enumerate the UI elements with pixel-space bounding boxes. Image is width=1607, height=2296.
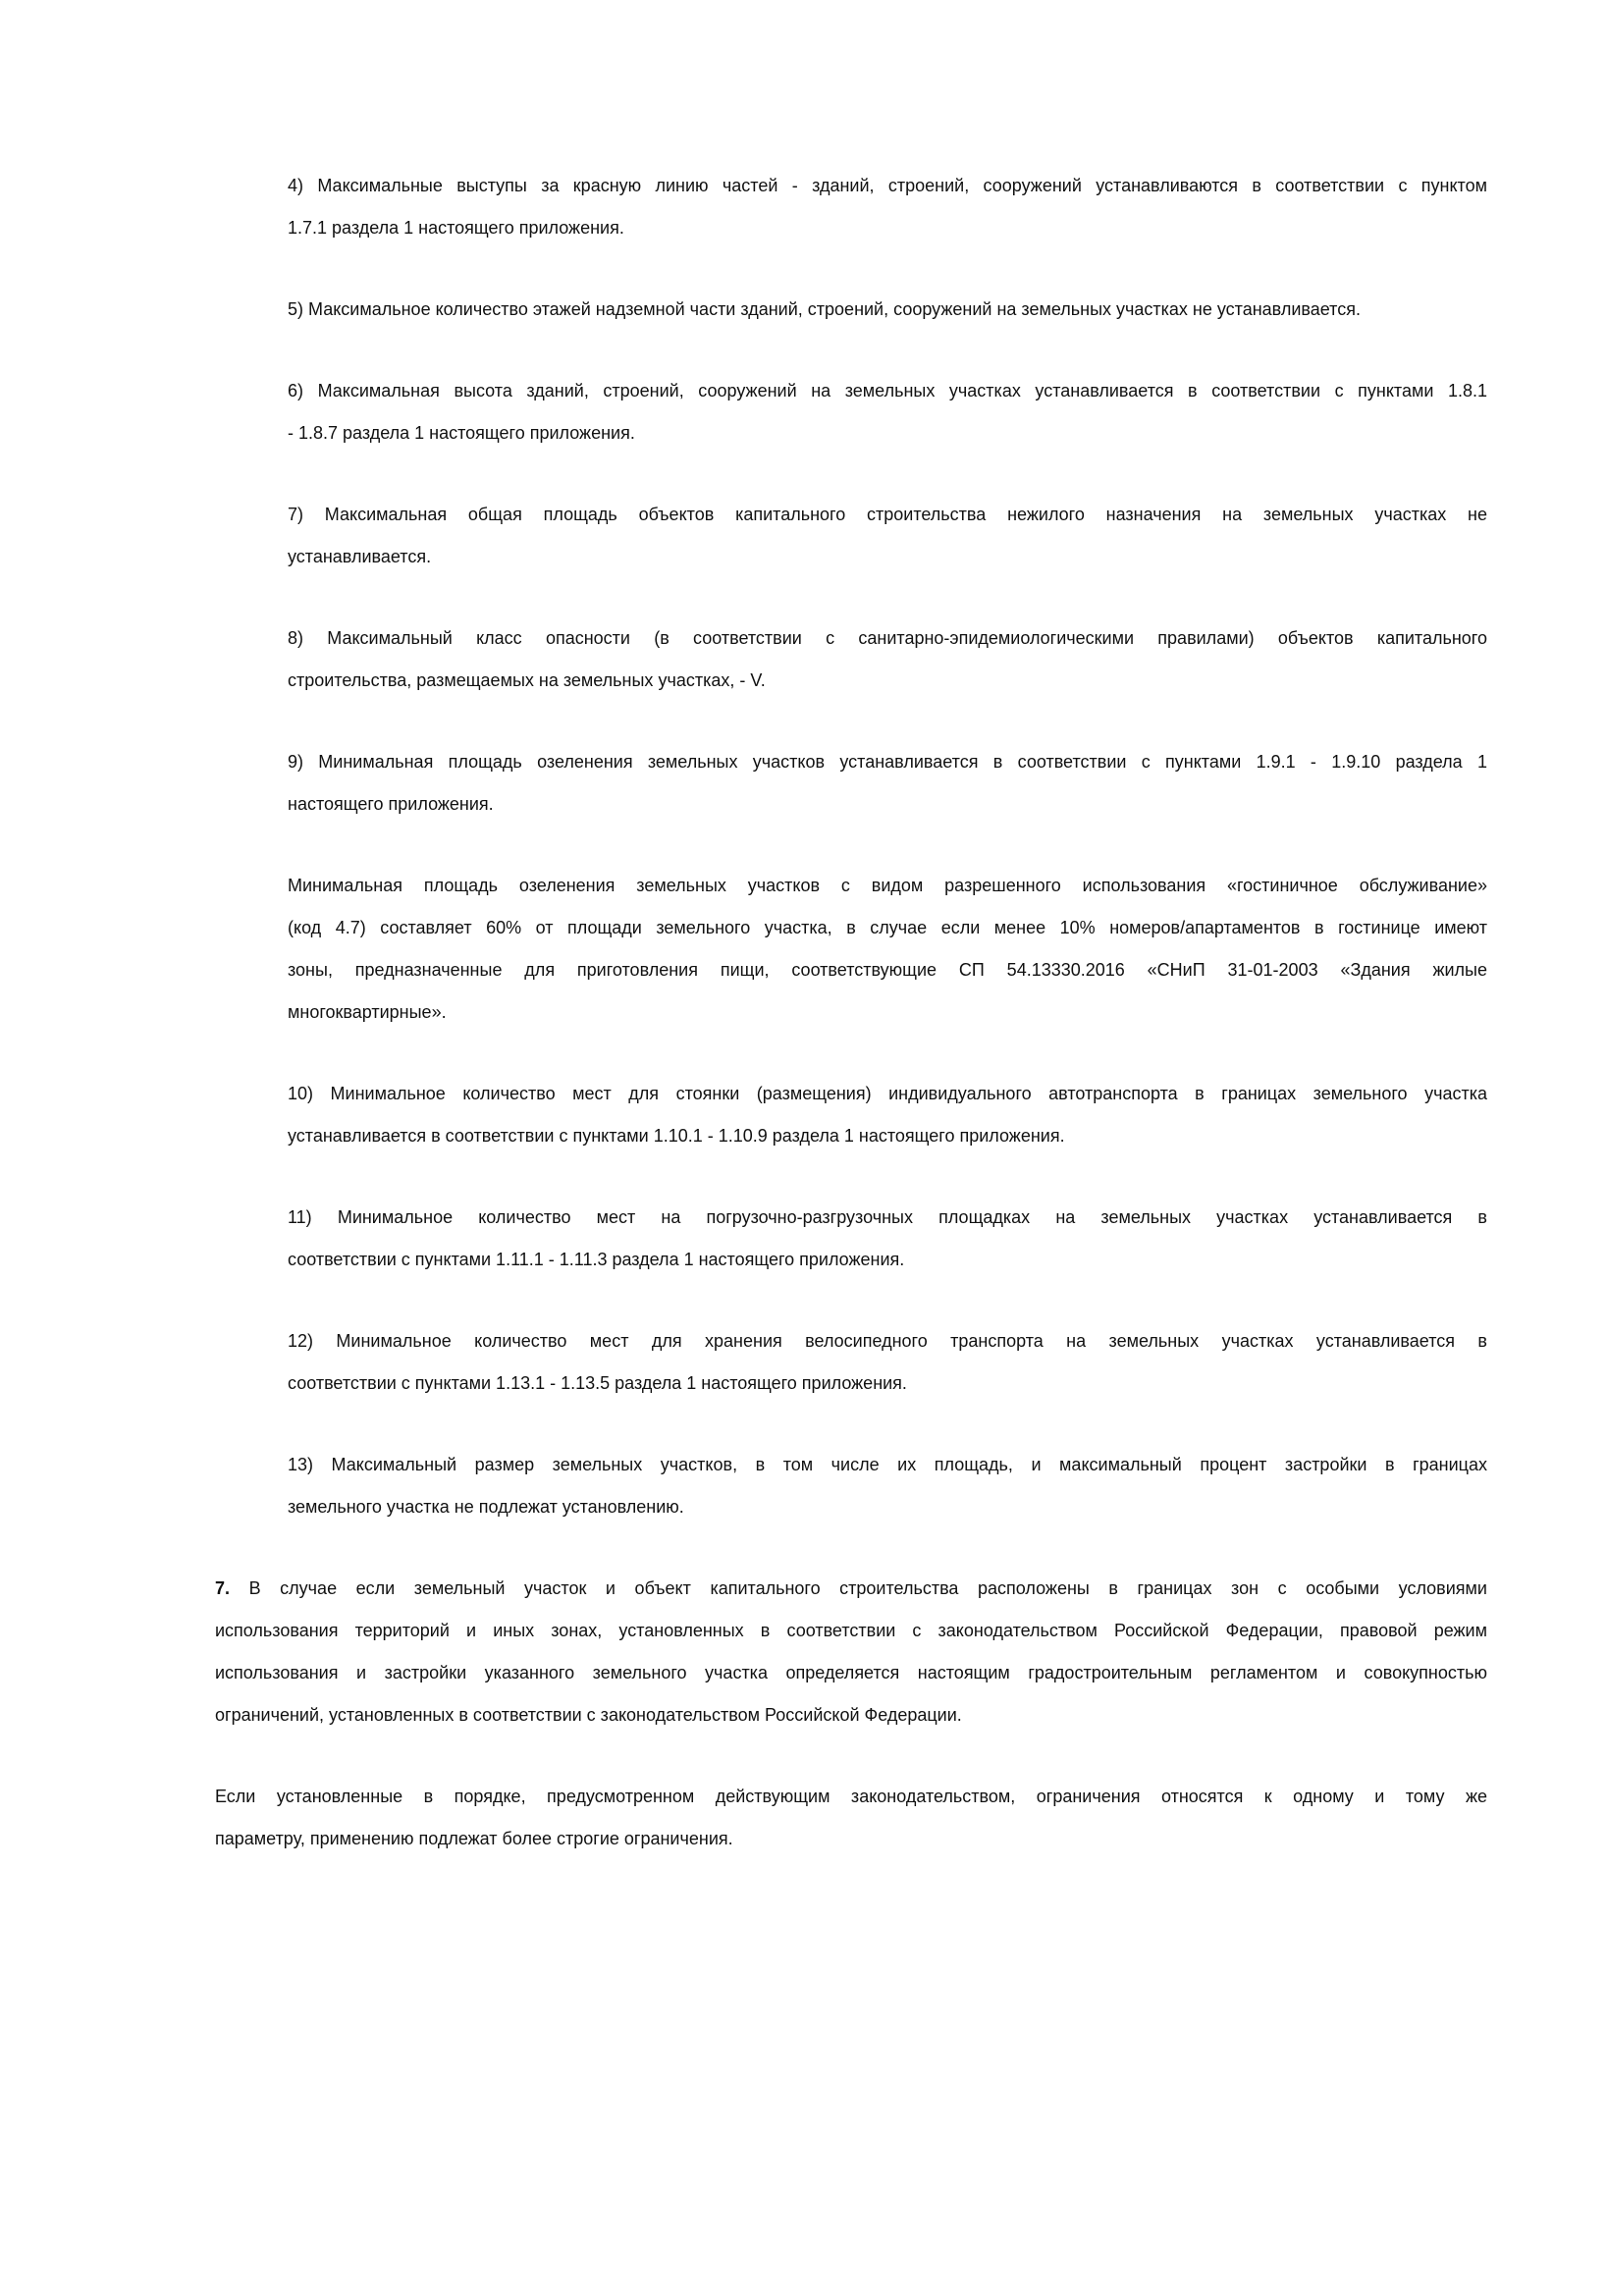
line-text: 11) Минимальное количество мест на погрузочно-разгрузочных площадках на земельных участках устанавливается в: [288, 1207, 1487, 1227]
text-line: [215, 1694, 1487, 1736]
line-text: параметру, применению подлежат более строгие ограничения.: [215, 1829, 733, 1848]
text-line: [288, 207, 1487, 249]
paragraph: [215, 370, 1487, 454]
line-text: 1.7.1 раздела 1 настоящего приложения.: [288, 218, 624, 238]
text-line: [288, 494, 1487, 536]
paragraph: [215, 289, 1487, 331]
line-text: 5) Максимальное количество этажей надземной части зданий, строений, сооружений на земельных участках не устанавливается.: [288, 299, 1361, 319]
text-line: [288, 617, 1487, 660]
line-text: В случае если земельный участок и объект капитального строительства расположены в границах зон с особыми условиями: [248, 1578, 1487, 1598]
text-line: [288, 165, 1487, 207]
paragraph: [215, 1320, 1487, 1405]
paragraph: [215, 494, 1487, 578]
text-line: [288, 865, 1487, 907]
line-text: (код 4.7) составляет 60% от площади земельного участка, в случае если менее 10% номеров/апартаментов в гостинице имеют: [288, 918, 1487, 937]
line-text: 10) Минимальное количество мест для стоянки (размещения) индивидуального автотранспорта в границах земельного участка: [288, 1084, 1487, 1103]
line-text: соответствии с пунктами 1.11.1 - 1.11.3 раздела 1 настоящего приложения.: [288, 1250, 905, 1269]
text-line: [288, 1239, 1487, 1281]
text-line: [288, 783, 1487, 826]
text-line: [288, 949, 1487, 991]
line-text: - 1.8.7 раздела 1 настоящего приложения.: [288, 423, 635, 443]
line-text: использования и застройки указанного земельного участка определяется настоящим градостроительным регламентом и совокупностью: [215, 1663, 1487, 1682]
text-line: [288, 741, 1487, 783]
document-body: [215, 165, 1487, 1899]
text-line: [215, 1568, 1487, 1610]
paragraph: [215, 865, 1487, 1034]
line-text: 9) Минимальная площадь озеленения земельных участков устанавливается в соответствии с пунктами 1.9.1 - 1.9.10 раздела 1: [288, 752, 1487, 772]
text-line: [215, 1610, 1487, 1652]
line-text: использования территорий и иных зонах, установленных в соответствии с законодательством Российской Федерации, правовой режим: [215, 1621, 1487, 1640]
line-text: Если установленные в порядке, предусмотренном действующим законодательством, ограничения относятся к одному и тому же: [215, 1787, 1487, 1806]
text-line: [288, 370, 1487, 412]
paragraph: [215, 1776, 1487, 1860]
text-line: [288, 536, 1487, 578]
text-line: [288, 991, 1487, 1034]
text-line: [288, 907, 1487, 949]
paragraph: [215, 1568, 1487, 1736]
paragraph: [215, 165, 1487, 249]
line-text: 4) Максимальные выступы за красную линию частей - зданий, строений, сооружений устанавливаются в соответствии с пунктом: [288, 176, 1487, 195]
line-text: зоны, предназначенные для приготовления пищи, соответствующие СП 54.13330.2016 «СНиП 31-01-2003 «Здания жилые: [288, 960, 1487, 980]
text-line: [288, 412, 1487, 454]
line-text: ограничений, установленных в соответствии с законодательством Российской Федерации.: [215, 1705, 962, 1725]
text-line: [288, 1115, 1487, 1157]
line-text: настоящего приложения.: [288, 794, 494, 814]
line-text: 6) Максимальная высота зданий, строений, сооружений на земельных участках устанавливается в соответствии с пунктами 1.8.1: [288, 381, 1487, 400]
line-text: соответствии с пунктами 1.13.1 - 1.13.5 раздела 1 настоящего приложения.: [288, 1373, 907, 1393]
paragraph: [215, 1073, 1487, 1157]
line-text: 12) Минимальное количество мест для хранения велосипедного транспорта на земельных участках устанавливается в: [288, 1331, 1487, 1351]
line-text: 13) Максимальный размер земельных участков, в том числе их площадь, и максимальный процент застройки в границах: [288, 1455, 1487, 1474]
line-text: многоквартирные».: [288, 1002, 447, 1022]
text-line: [288, 1320, 1487, 1362]
line-text: 7) Максимальная общая площадь объектов капитального строительства нежилого назначения на земельных участках не: [288, 505, 1487, 524]
paragraph: [215, 617, 1487, 702]
line-text: Минимальная площадь озеленения земельных участков с видом разрешенного использования «гостиничное обслуживание»: [288, 876, 1487, 895]
text-line: [215, 1652, 1487, 1694]
text-line: [215, 1776, 1487, 1818]
line-text: устанавливается.: [288, 547, 432, 566]
line-text: земельного участка не подлежат установлению.: [288, 1497, 684, 1517]
line-text: 8) Максимальный класс опасности (в соответствии с санитарно-эпидемиологическими правилами) объектов капитального: [288, 628, 1487, 648]
line-text: строительства, размещаемых на земельных участках, - V.: [288, 670, 766, 690]
text-line: [288, 660, 1487, 702]
text-line: [288, 1073, 1487, 1115]
paragraph: [215, 1197, 1487, 1281]
text-line: [288, 1362, 1487, 1405]
text-line: [288, 1486, 1487, 1528]
paragraph: [215, 741, 1487, 826]
text-line: [215, 1818, 1487, 1860]
text-line: [288, 289, 1487, 331]
line-text: устанавливается в соответствии с пунктами 1.10.1 - 1.10.9 раздела 1 настоящего приложения.: [288, 1126, 1065, 1146]
section-number: 7.: [215, 1578, 231, 1598]
text-line: [288, 1444, 1487, 1486]
paragraph: [215, 1444, 1487, 1528]
text-line: [288, 1197, 1487, 1239]
